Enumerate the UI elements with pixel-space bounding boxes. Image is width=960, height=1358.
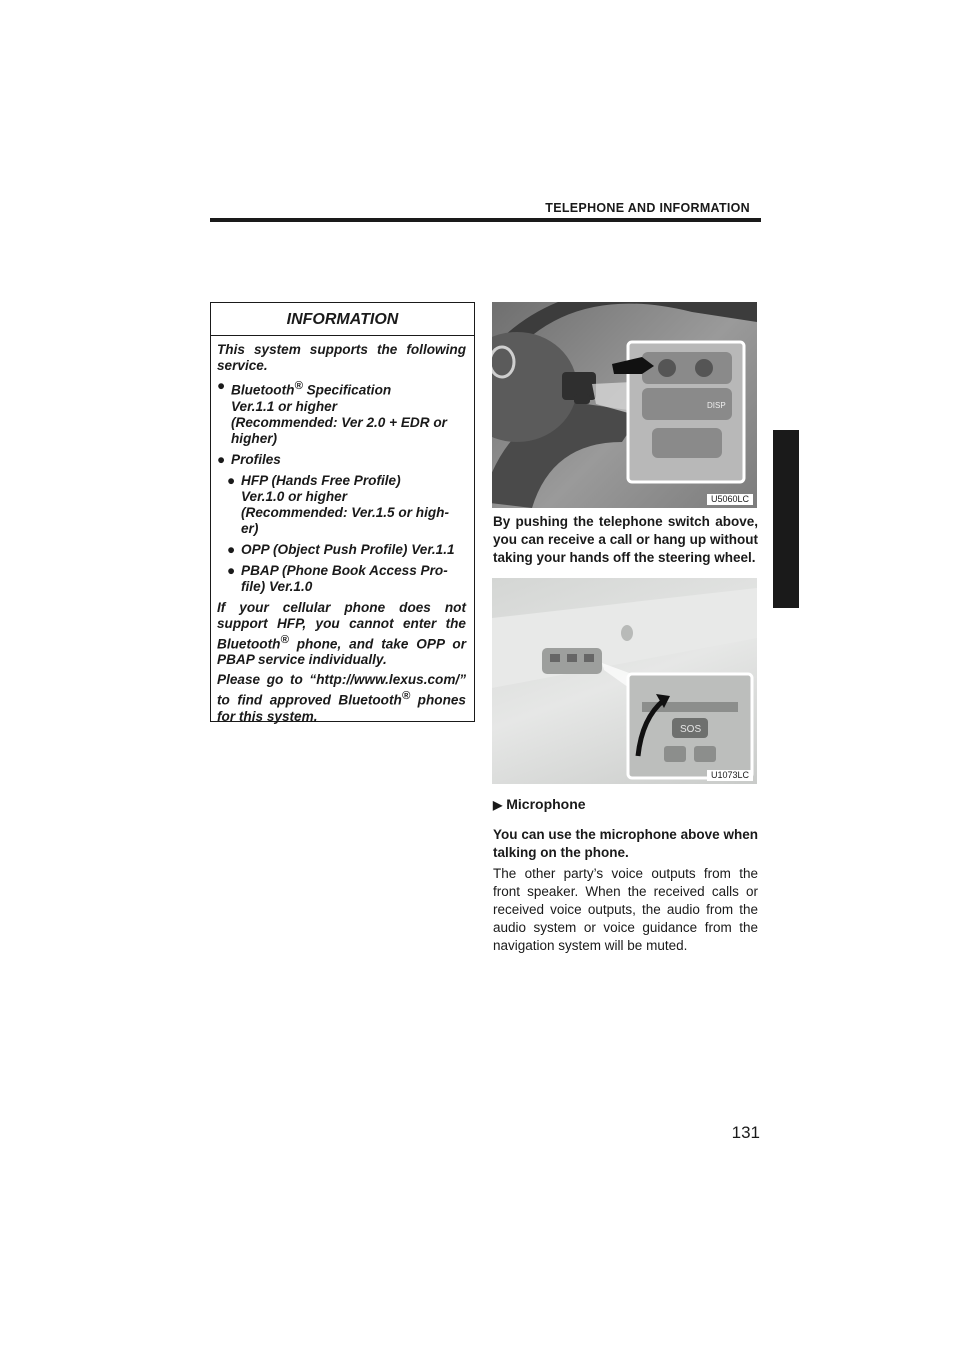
profile-opp-text: OPP (Object Push Profile) Ver.1.1 [241, 541, 455, 557]
profile-pbap [227, 563, 466, 595]
steering-wheel-switch-figure [492, 302, 757, 508]
figure-code: U5060LC [707, 494, 753, 505]
info-note-hfp: If your cellular phone does not support HFP, you cannot enter the Bluetooth® phone, and take OPP or PBAP service individually. [217, 599, 466, 668]
information-box-title: INFORMATION [211, 303, 474, 336]
microphone-heading-text: Microphone [506, 796, 586, 812]
bullet-bluetooth-name: Bluetooth [231, 382, 295, 398]
figure-code: U1073LC [707, 770, 753, 781]
bullet-dot: ● [227, 472, 236, 488]
disp-button-label: DISP [707, 401, 726, 410]
info-intro: This system supports the following service. [217, 342, 466, 373]
info-note-lexus-url: Please go to “http://www.lexus.com/” to find approved Bluetooth® phones for this system. [217, 672, 466, 724]
profile-hfp [227, 473, 466, 537]
profile-hfp-recommended: (Recommended: Ver.1.5 or high-er) [241, 504, 449, 536]
bullet-dot: ● [227, 541, 236, 557]
bullet-dot: ● [217, 451, 226, 467]
profile-hfp-name: HFP (Hands Free Profile) [241, 472, 401, 488]
bullet-bluetooth-spec: Specification [302, 382, 392, 398]
overhead-console-figure [492, 578, 757, 784]
microphone-heading [493, 795, 586, 814]
overhead-console-illustration [492, 578, 757, 784]
microphone-body-paragraph: The other party’s voice outputs from the front speaker. When the received calls or received voice outputs, the audio from the audio system or voice guidance from the navigation system will be muted. [493, 866, 758, 953]
bullet-dot: ● [217, 378, 226, 393]
information-box [210, 302, 475, 722]
chapter-tab-marker [773, 430, 799, 608]
section-header-title: TELEPHONE AND INFORMATION [545, 201, 750, 215]
information-box-body [211, 336, 474, 725]
bullet-bluetooth [217, 378, 466, 447]
profile-pbap-text: PBAP (Phone Book Access Pro-file) Ver.1.0 [241, 562, 448, 594]
microphone-bold-paragraph: You can use the microphone above when talking on the phone. [493, 827, 758, 860]
sos-label: SOS [680, 724, 702, 735]
steering-wheel-illustration [492, 302, 757, 508]
bullet-profiles-label: Profiles [231, 451, 281, 467]
profile-opp [227, 542, 466, 558]
profile-hfp-version: Ver.1.0 or higher [241, 488, 348, 504]
page-number: 131 [731, 1123, 760, 1142]
registered-mark: ® [294, 380, 303, 392]
bullet-bluetooth-recommended: (Recommended: Ver 2.0 + EDR or higher) [231, 414, 447, 446]
header-rule [210, 218, 761, 222]
bullet-profiles [217, 452, 466, 468]
triangle-arrow-icon: ▶ [493, 798, 503, 812]
bullet-dot: ● [227, 562, 236, 578]
figure-1-caption: By pushing the telephone switch above, you can receive a call or hang up without taking your hands off the steering wheel. [493, 514, 758, 565]
bullet-bluetooth-version: Ver.1.1 or higher [231, 398, 338, 414]
